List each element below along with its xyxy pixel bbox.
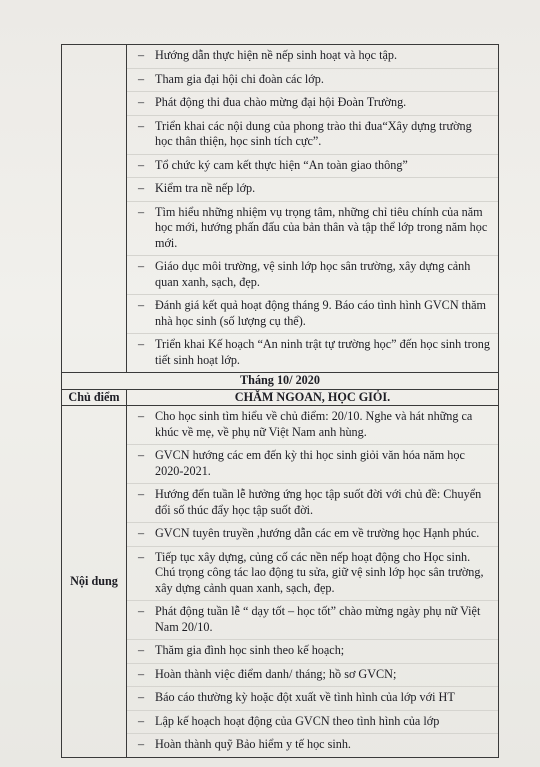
dash-bullet: – <box>137 204 145 219</box>
september-item-text: Triển khai các nội dung của phong trào thi đua“Xây dựng trường học thân thiện, học sinh tích cực”. <box>155 118 472 148</box>
september-items-cell <box>127 45 499 373</box>
september-item-text: Tổ chức ký cam kết thực hiện “An toàn giao thông” <box>155 157 408 172</box>
dash-bullet: – <box>137 157 145 172</box>
dash-bullet: – <box>137 95 145 109</box>
dash-bullet: – <box>137 643 145 657</box>
list-item <box>127 116 498 155</box>
dash-bullet: – <box>137 181 145 195</box>
list-item <box>127 295 498 334</box>
dash-bullet: – <box>137 337 145 351</box>
list-item <box>127 664 498 688</box>
list-item <box>127 640 498 664</box>
list-item <box>127 547 498 602</box>
october-item-text: Hướng đến tuần lễ hưởng ứng học tập suốt đời với chủ đề: Chuyển đổi số thúc đẩy học tập suốt đời. <box>155 487 482 517</box>
october-item-text: GVCN hướng các em đến kỳ thi học sinh giỏi văn hóa năm học 2020-2021. <box>155 448 465 478</box>
list-item <box>127 484 498 523</box>
september-item-text: Giáo dục môi trường, vệ sinh lớp học sân trường, xây dựng cảnh quan xanh, sạch, đẹp. <box>155 259 471 289</box>
dash-bullet: – <box>137 666 145 681</box>
list-item <box>127 334 498 372</box>
september-item-text: Phát động thi đua chào mừng đại hội Đoàn Trường. <box>155 95 407 109</box>
dash-bullet: – <box>137 298 145 312</box>
october-content-row <box>62 406 499 758</box>
dash-bullet: – <box>137 737 145 751</box>
list-item <box>127 45 498 69</box>
dash-bullet: – <box>137 71 145 86</box>
activity-plan-table <box>61 44 499 758</box>
october-item-text: Thăm gia đình học sinh theo kế hoạch; <box>155 643 345 657</box>
month-header: Tháng 10/ 2020 <box>62 373 499 390</box>
dash-bullet: – <box>137 118 145 133</box>
dash-bullet: – <box>137 549 145 564</box>
september-item-text: Tìm hiểu những nhiệm vụ trọng tâm, những chỉ tiêu chính của năm học mới, hướng phấn đấu của bản thân và tập thể lớp trong năm học mới. <box>155 204 488 250</box>
dash-bullet: – <box>137 604 145 618</box>
september-item-text: Tham gia đại hội chi đoàn các lớp. <box>155 71 324 86</box>
september-content-row <box>62 45 499 373</box>
october-item-text: Hoàn thành việc điểm danh/ tháng; hồ sơ GVCN; <box>155 666 397 681</box>
dash-bullet: – <box>137 48 145 62</box>
list-item <box>127 523 498 547</box>
list-item <box>127 155 498 179</box>
october-item-list <box>127 406 498 757</box>
dash-bullet: – <box>137 487 145 501</box>
september-item-text: Đánh giá kết quả hoạt động tháng 9. Báo cáo tình hình GVCN thăm nhà học sinh (số lượng cụ thể). <box>155 298 487 328</box>
dash-bullet: – <box>137 448 145 462</box>
theme-value: CHĂM NGOAN, HỌC GIỎI. <box>127 389 499 406</box>
october-item-text: Hoàn thành quỹ Bảo hiểm y tế học sinh. <box>155 737 351 751</box>
october-item-text: GVCN tuyên truyền ,hướng dẫn các em về trường học Hạnh phúc. <box>155 526 480 540</box>
dash-bullet: – <box>137 259 145 273</box>
empty-label-cell <box>62 45 127 373</box>
september-item-text: Hướng dẫn thực hiện nề nếp sinh hoạt và học tập. <box>155 48 398 62</box>
list-item <box>127 92 498 116</box>
dash-bullet: – <box>137 690 145 704</box>
dash-bullet: – <box>137 526 145 540</box>
september-item-list <box>127 45 498 372</box>
list-item <box>127 256 498 295</box>
october-item-text: Phát động tuần lễ “ dạy tốt – học tốt” chào mừng ngày phụ nữ Việt Nam 20/10. <box>155 604 481 634</box>
theme-label: Chủ điểm <box>62 389 127 406</box>
october-item-text: Lập kế hoạch hoạt động của GVCN theo tình hình của lớp <box>155 713 440 728</box>
october-items-cell <box>127 406 499 758</box>
list-item <box>127 601 498 640</box>
dash-bullet: – <box>137 713 145 728</box>
theme-row <box>62 389 499 406</box>
list-item <box>127 178 498 202</box>
month-header-row <box>62 373 499 390</box>
october-item-text: Cho học sinh tìm hiểu về chủ điểm: 20/10. Nghe và hát những ca khúc về mẹ, về phụ nữ Việt Nam anh hùng. <box>155 409 473 439</box>
october-item-text: Tiếp tục xây dựng, củng cố các nền nếp hoạt động cho Học sinh. Chú trọng công tác lao động tu sửa, giữ vệ sinh lớp học sân trường, xây dựng cảnh quan xanh, sạch, đẹp. <box>155 549 484 595</box>
list-item <box>127 687 498 711</box>
list-item <box>127 445 498 484</box>
content-label: Nội dung <box>62 406 127 758</box>
list-item <box>127 734 498 757</box>
september-item-text: Triển khai Kế hoạch “An ninh trật tự trường học” đến học sinh trong tiết sinh hoạt lớp. <box>155 337 490 367</box>
list-item <box>127 711 498 735</box>
list-item <box>127 69 498 93</box>
dash-bullet: – <box>137 409 145 423</box>
list-item <box>127 406 498 445</box>
september-item-text: Kiểm tra nề nếp lớp. <box>155 181 256 195</box>
october-item-text: Báo cáo thường kỳ hoặc đột xuất về tình hình của lớp với HT <box>155 690 455 704</box>
list-item <box>127 202 498 257</box>
